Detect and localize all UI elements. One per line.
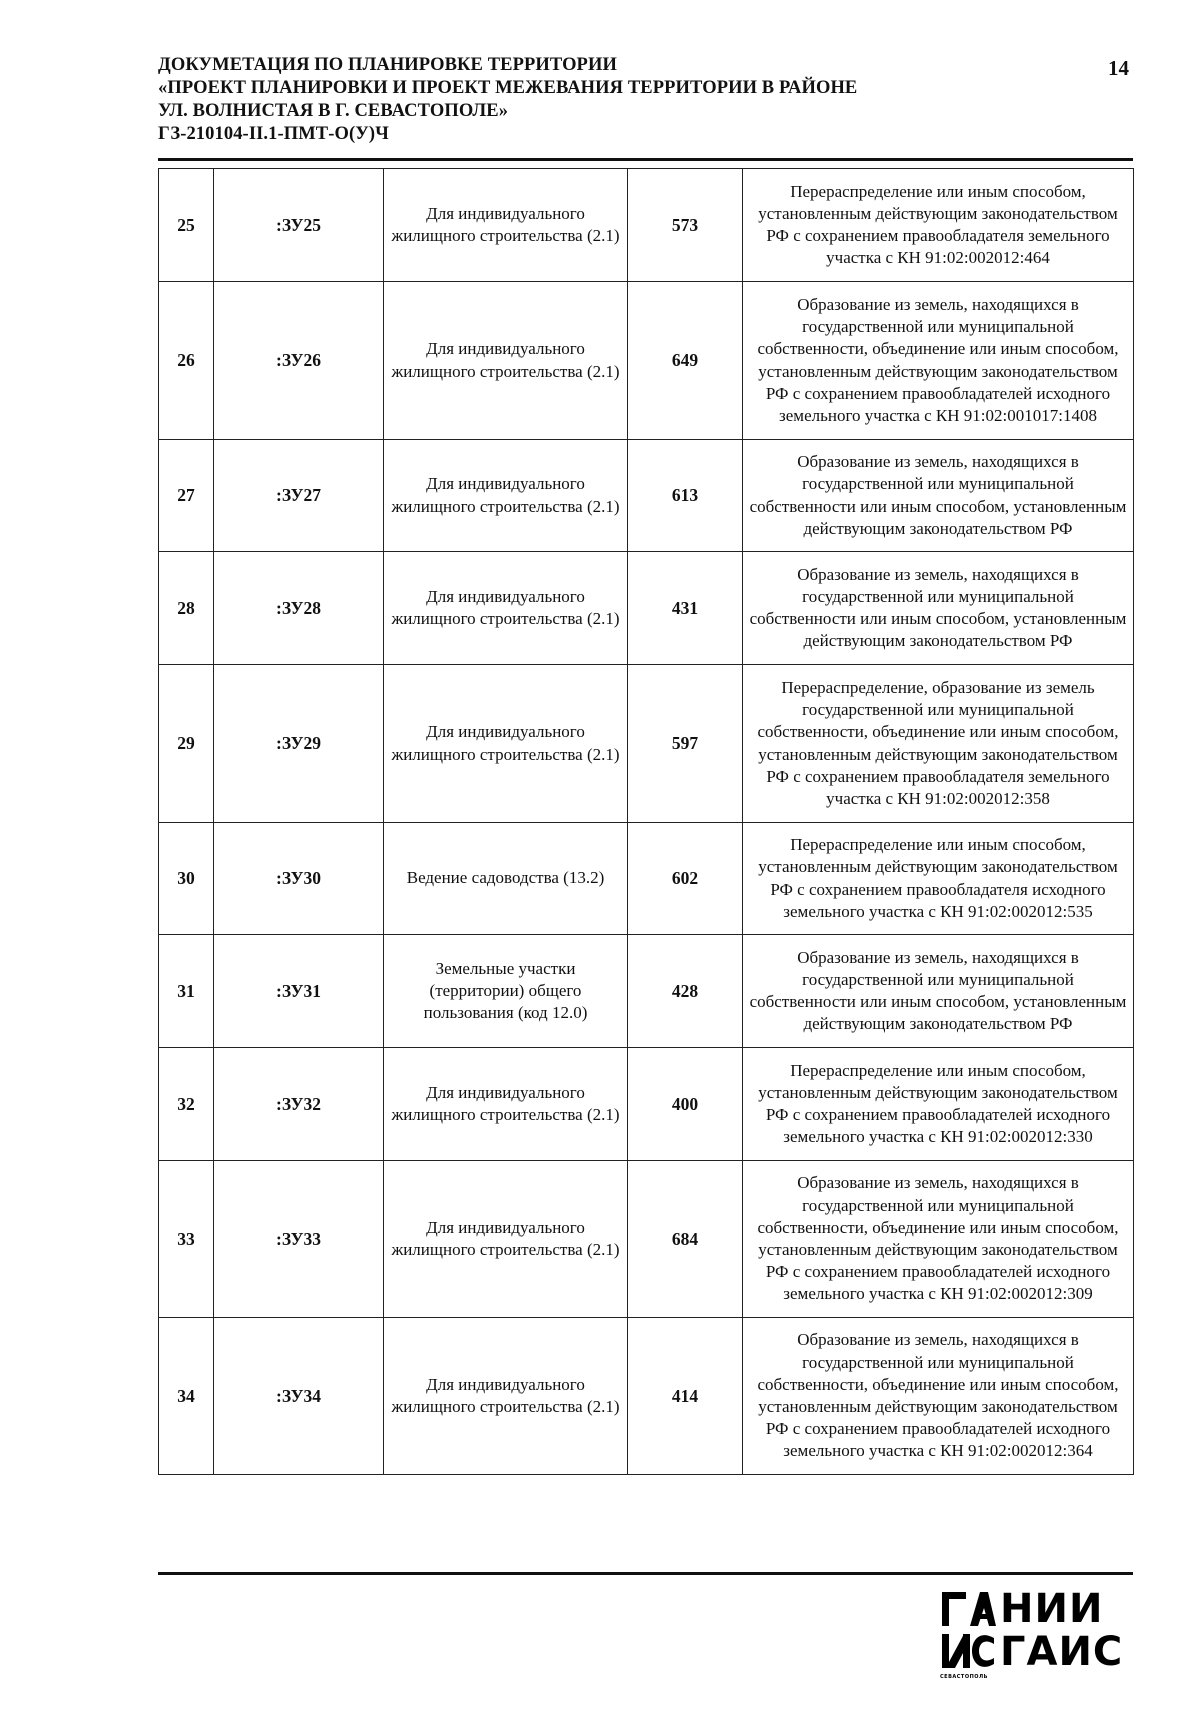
permitted-use: Для индивидуального жилищного строительства (2.1) xyxy=(384,552,628,665)
formation-method: Образование из земель, находящихся в государственной или муниципальной собственности или иным способом, установленным действующим законодательством РФ xyxy=(743,440,1134,552)
permitted-use: Земельные участки (территории) общего пользования (код 12.0) xyxy=(384,935,628,1048)
permitted-use: Для индивидуального жилищного строительства (2.1) xyxy=(384,440,628,552)
row-number: 28 xyxy=(159,552,214,665)
formation-method: Образование из земель, находящихся в государственной или муниципальной собственности или иным способом, установленным действующим законодательством РФ xyxy=(743,935,1134,1048)
formation-method: Перераспределение или иным способом, установленным действующим законодательством РФ с сохранением правообладателя земельного участка с КН 91:02:002012:464 xyxy=(743,169,1134,282)
permitted-use: Для индивидуального жилищного строительства (2.1) xyxy=(384,665,628,823)
plot-area: 400 xyxy=(628,1048,743,1161)
plot-area: 414 xyxy=(628,1318,743,1475)
plot-code: :ЗУ28 xyxy=(214,552,384,665)
plot-code: :ЗУ25 xyxy=(214,169,384,282)
land-plots-table xyxy=(158,168,1134,1475)
permitted-use: Ведение садоводства (13.2) xyxy=(384,823,628,935)
row-number: 30 xyxy=(159,823,214,935)
table-row xyxy=(159,1161,1134,1318)
table-row xyxy=(159,169,1134,282)
permitted-use: Для индивидуального жилищного строительства (2.1) xyxy=(384,1318,628,1475)
row-number: 31 xyxy=(159,935,214,1048)
table-row xyxy=(159,1318,1134,1475)
formation-method: Перераспределение или иным способом, установленным действующим законодательством РФ с сохранением правообладателей исходного земельного участка с КН 91:02:002012:330 xyxy=(743,1048,1134,1161)
page-number: 14 xyxy=(1108,56,1129,80)
formation-method: Образование из земель, находящихся в государственной или муниципальной собственности, объединение или иным способом, установленным действующим законодательством РФ с сохранением правообладателей исходного земельного участка с КН 91:02:002012:309 xyxy=(743,1161,1134,1318)
row-number: 26 xyxy=(159,282,214,440)
permitted-use: Для индивидуального жилищного строительства (2.1) xyxy=(384,1161,628,1318)
footer-divider xyxy=(158,1572,1133,1575)
formation-method: Перераспределение или иным способом, установленным действующим законодательством РФ с сохранением правообладателя исходного земельного участка с КН 91:02:002012:535 xyxy=(743,823,1134,935)
header-divider xyxy=(158,158,1133,161)
plot-area: 649 xyxy=(628,282,743,440)
permitted-use: Для индивидуального жилищного строительства (2.1) xyxy=(384,282,628,440)
formation-method: Образование из земель, находящихся в государственной или муниципальной собственности, объединение или иным способом, установленным действующим законодательством РФ с сохранением правообладателей исходного земельного участка с КН 91:02:002012:364 xyxy=(743,1318,1134,1475)
nii-gais-logo xyxy=(940,1586,1124,1684)
row-number: 33 xyxy=(159,1161,214,1318)
logo-line-nii: НИИ xyxy=(1000,1586,1104,1632)
logo-caption: СЕВАСТОПОЛЬ xyxy=(940,1674,988,1680)
plot-area: 573 xyxy=(628,169,743,282)
logo-text xyxy=(1000,1588,1123,1674)
logo-line-gais: ГАИС xyxy=(1000,1629,1124,1675)
row-number: 27 xyxy=(159,440,214,552)
formation-method: Образование из земель, находящихся в государственной или муниципальной собственности, объединение или иным способом, установленным действующим законодательством РФ с сохранением правообладателей исходного земельного участка с КН 91:02:001017:1408 xyxy=(743,282,1134,440)
table-row xyxy=(159,1048,1134,1161)
plot-code: :ЗУ26 xyxy=(214,282,384,440)
document-header xyxy=(158,54,1058,146)
formation-method: Образование из земель, находящихся в государственной или муниципальной собственности или иным способом, установленным действующим законодательством РФ xyxy=(743,552,1134,665)
plot-code: :ЗУ34 xyxy=(214,1318,384,1475)
plot-code: :ЗУ33 xyxy=(214,1161,384,1318)
row-number: 25 xyxy=(159,169,214,282)
plot-code: :ЗУ30 xyxy=(214,823,384,935)
formation-method: Перераспределение, образование из земель государственной или муниципальной собственности, объединение или иным способом, установленным действующим законодательством РФ с сохранением правообладателя земельного участка с КН 91:02:002012:358 xyxy=(743,665,1134,823)
plot-area: 684 xyxy=(628,1161,743,1318)
header-line-4: ГЗ-210104-II.1-ПМТ-О(У)Ч xyxy=(158,124,389,144)
plot-area: 597 xyxy=(628,665,743,823)
table-row xyxy=(159,823,1134,935)
table-row xyxy=(159,665,1134,823)
plot-code: :ЗУ32 xyxy=(214,1048,384,1161)
row-number: 34 xyxy=(159,1318,214,1475)
header-line-1: ДОКУМЕТАЦИЯ ПО ПЛАНИРОВКЕ ТЕРРИТОРИИ xyxy=(158,55,617,75)
header-line-2: «ПРОЕКТ ПЛАНИРОВКИ И ПРОЕКТ МЕЖЕВАНИЯ ТЕРРИТОРИИ В РАЙОНЕ xyxy=(158,78,858,98)
plot-area: 428 xyxy=(628,935,743,1048)
plot-area: 431 xyxy=(628,552,743,665)
table-row xyxy=(159,440,1134,552)
plot-code: :ЗУ27 xyxy=(214,440,384,552)
permitted-use: Для индивидуального жилищного строительства (2.1) xyxy=(384,169,628,282)
gais-mark-icon xyxy=(940,1588,996,1674)
row-number: 32 xyxy=(159,1048,214,1161)
table-row xyxy=(159,282,1134,440)
row-number: 29 xyxy=(159,665,214,823)
table-row xyxy=(159,552,1134,665)
permitted-use: Для индивидуального жилищного строительства (2.1) xyxy=(384,1048,628,1161)
plot-area: 602 xyxy=(628,823,743,935)
header-line-3: УЛ. ВОЛНИСТАЯ В Г. СЕВАСТОПОЛЕ» xyxy=(158,101,509,121)
plot-code: :ЗУ29 xyxy=(214,665,384,823)
plot-area: 613 xyxy=(628,440,743,552)
plot-code: :ЗУ31 xyxy=(214,935,384,1048)
table-row xyxy=(159,935,1134,1048)
